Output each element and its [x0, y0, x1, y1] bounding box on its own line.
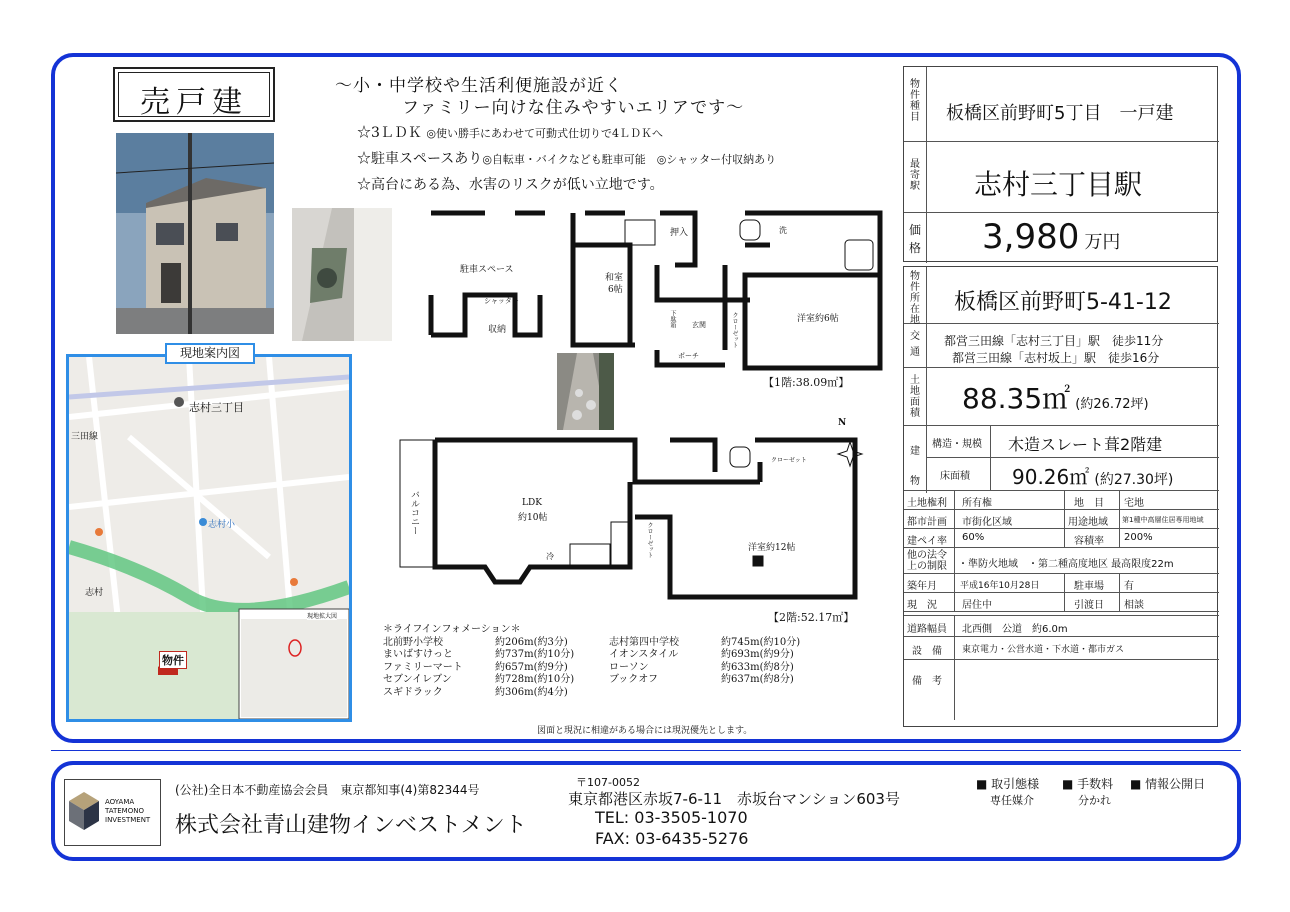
value-chimoku: 宅地 [1124, 498, 1144, 509]
life-info-title: ＊ライフインフォメーション＊ [383, 624, 521, 635]
fee-label: ■ 手数料 [1062, 777, 1114, 791]
fp2-ldk: LDK [522, 498, 542, 508]
logo-text-2: TATEMONO [105, 807, 144, 815]
label-kenpei: 建ペイ率 [907, 536, 947, 547]
life-info [383, 624, 843, 699]
label-hourei: 他の法令上の制限 [907, 550, 947, 572]
fp1-washitsu: 和室 [605, 273, 624, 283]
fp1-oshiire: 押入 [670, 228, 689, 238]
title-text: 売戸建 [140, 85, 248, 120]
life-info-row: セブンイレブン 約728m(約10分) ブックオフ 約637m(約8分) [383, 674, 794, 685]
fp1-parking: 駐車スペース [460, 265, 514, 275]
value-kenpei: 60% [962, 532, 985, 543]
label-biko: 備 考 [912, 676, 942, 687]
value-road: 北西側 公道 約6.0m [962, 624, 1068, 635]
trans-type-label: ■ 取引態様 [976, 777, 1040, 791]
value-genkyo: 居住中 [962, 600, 992, 611]
value-hourei: ・準防火地域 ・第二種高度地区 最高限度22m [958, 559, 1174, 570]
label-station: 最寄駅 [910, 159, 920, 192]
map-pin-label: 物件 [159, 651, 187, 669]
info-table-top [903, 66, 1218, 262]
headline-1: ～小・中学校や生活利便施設が近く [335, 76, 623, 96]
life-info-row: ファミリーマート 約657m(約9分) ローソン 約633m(約8分) [383, 661, 794, 673]
life-info-row: まいばすけっと 約737m(約10分) イオンスタイル 約693m(約9分) [383, 649, 794, 660]
publish-date-label: ■ 情報公開日 [1130, 777, 1206, 791]
label-price: 価格 [909, 223, 922, 255]
fp2-closet-b: クローゼット [646, 522, 653, 558]
fp2-ldk-size: 約10帖 [518, 513, 548, 523]
label-setsubi: 設 備 [912, 646, 942, 657]
fp1-area: 【1階:38.09㎡】 [763, 376, 850, 389]
fp2-fridge: 冷 [546, 552, 554, 561]
company-name: 株式会社青山建物インベストメント [175, 813, 527, 838]
value-land: 88.35㎡ (約26.72坪) [962, 382, 1149, 415]
map-inset-label: 現地拡大図 [307, 613, 338, 620]
side-path-photo [292, 208, 392, 341]
label-structure: 構造・規模 [932, 439, 982, 450]
value-toshi: 市街化区域 [962, 517, 1012, 528]
value-transport-2: 都営三田線「志村坂上」駅 徒歩16分 [952, 351, 1160, 365]
fp1-washitsu-size: 6帖 [608, 285, 623, 295]
value-floor: 90.26㎡ (約27.30坪) [1012, 465, 1174, 489]
fp2-north: N [838, 418, 847, 428]
value-youto: 第1種中高層住居専用地域 [1122, 516, 1204, 524]
exterior-photo [116, 133, 274, 334]
fee-value: 分かれ [1078, 794, 1111, 807]
map-shimura-label: 志村 [85, 588, 104, 598]
label-parking: 駐車場 [1074, 581, 1104, 592]
map-school-label: 志村小 [208, 520, 236, 530]
label-chimoku: 地 目 [1074, 498, 1104, 509]
label-youto: 用途地域 [1068, 517, 1108, 528]
label-toshi: 都市計画 [907, 517, 947, 528]
fp1-yoshitsu: 洋室約6帖 [797, 314, 839, 324]
label-genkyo: 現 況 [907, 600, 937, 611]
label-building: 建物 [910, 446, 920, 487]
value-kenri: 所有権 [962, 498, 992, 509]
logo-cube-icon [69, 792, 99, 832]
fp1-sentaku: 洗 [779, 226, 787, 235]
label-chikunen: 築年月 [907, 581, 937, 592]
zip: 〒107-0052 [576, 776, 640, 789]
value-structure: 木造スレート葺2階建 [1008, 435, 1163, 454]
fp1-genkan: 玄関 [692, 321, 706, 329]
logo-text-3: INVESTMENT [105, 816, 151, 824]
label-address: 物件所在地 [910, 271, 920, 326]
feature-3: ☆高台にある為、水害のリスクが低い立地です。 [357, 177, 664, 193]
tel: TEL: 03-3505-1070 [595, 808, 748, 827]
company-logo [64, 779, 161, 846]
association: (公社)全日本不動産協会会員 東京都知事(4)第82344号 [175, 783, 480, 797]
value-address: 板橋区前野町5-41-12 [954, 290, 1172, 315]
logo-text-1: AOYAMA [105, 798, 135, 806]
label-yoseki: 容積率 [1074, 536, 1104, 547]
value-bukken: 板橋区前野町5丁目 一戸建 [946, 103, 1174, 124]
headline-2: ファミリー向けな住みやすいエリアです～ [402, 98, 745, 118]
location-map [66, 354, 352, 722]
disclaimer: 図面と現況に相違がある場合には現況優先とします。 [537, 726, 753, 736]
label-kenri: 土地権利 [907, 498, 947, 509]
address: 東京都港区赤坂7-6-11 赤坂台マンション603号 [568, 790, 900, 808]
detail-grid [904, 491, 1219, 720]
value-station: 志村三丁目駅 [974, 168, 1143, 201]
info-table-main [903, 266, 1218, 727]
fp2-closet-a: クローゼット [771, 457, 807, 464]
value-parking: 有 [1124, 581, 1134, 592]
fp1-storage: 収納 [488, 325, 507, 335]
life-info-row: 北前野小学校 約206m(約3分) 志村第四中学校 約745m(約10分) [383, 636, 801, 648]
label-transport: 交通 [910, 331, 920, 358]
label-floor: 床面積 [940, 471, 970, 482]
feature-1: ☆3ＬＤＫ ◎使い勝手にあわせて可動式仕切りで4ＬＤＫへ [357, 125, 663, 141]
life-info-row: スギドラック 約306m(約4分) [383, 686, 568, 698]
value-price: 3,980 万円 [982, 217, 1121, 257]
fp2-area: 【2階:52.17㎡】 [768, 611, 855, 624]
value-transport-1: 都営三田線「志村三丁目」駅 徒歩11分 [944, 334, 1164, 348]
divider-line [51, 750, 1241, 751]
fp1-porch: ポーチ [678, 352, 699, 360]
fp1-closet: クローゼット [731, 312, 738, 348]
label-road: 道路幅員 [907, 624, 947, 635]
map-title: 現地案内図 [165, 343, 255, 364]
fp2-yoshitsu: 洋室約12帖 [748, 543, 796, 553]
value-chikunen: 平成16年10月28日 [960, 581, 1040, 591]
listing-type-title [113, 67, 275, 122]
fp1-shutter: シャッター [484, 297, 519, 305]
value-hikiwatashi: 相談 [1124, 600, 1144, 611]
trans-type-value: 専任媒介 [990, 794, 1034, 807]
label-land: 土地面積 [910, 375, 920, 419]
value-yoseki: 200% [1124, 532, 1153, 543]
map-station-label: 志村三丁目 [189, 401, 244, 414]
map-line-label: 三田線 [71, 432, 99, 442]
fp2-balcony: バルコニー [409, 490, 419, 535]
fp1-shoebox: 下駄箱 [669, 310, 676, 328]
feature-2: ☆駐車スペースあり◎自転車・バイクなども駐車可能 ◎シャッター付収納あり [357, 151, 777, 167]
label-bukken: 物件種目 [910, 79, 920, 123]
value-setsubi: 東京電力・公営水道・下水道・都市ガス [962, 645, 1125, 655]
floorplan-1f [425, 205, 885, 375]
fax: FAX: 03-6435-5276 [595, 829, 749, 848]
label-hikiwatashi: 引渡日 [1074, 600, 1104, 611]
